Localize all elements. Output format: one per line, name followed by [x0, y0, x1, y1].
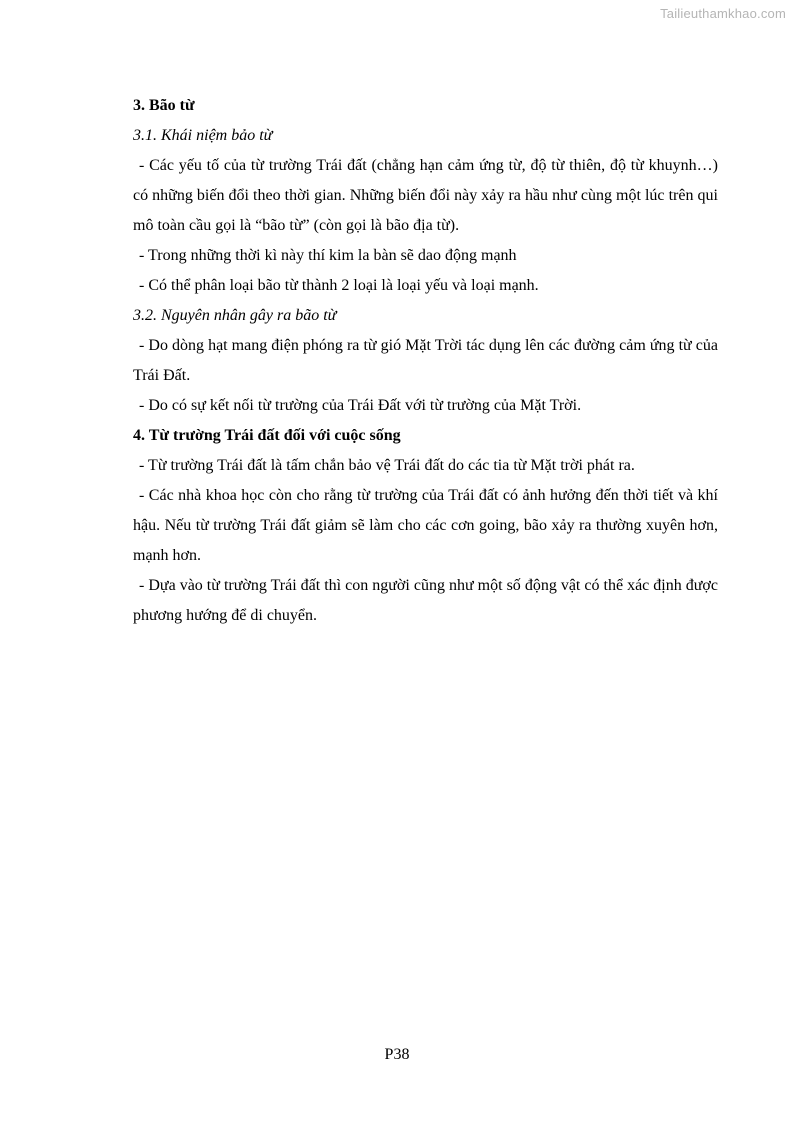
section-heading-tu-truong: 4. Từ trường Trái đất đối với cuộc sống	[133, 427, 401, 444]
paragraph: - Trong những thời kì này thí kim la bàn sẽ dao động mạnh	[139, 247, 517, 264]
paragraph: - Các nhà khoa học còn cho rằng từ trường của Trái đất có ảnh hưởng đến thời tiết và khí hậu. Nếu từ trường Trái đất giảm sẽ làm cho các cơn going, bão xảy ra thường xuyên hơn, mạnh hơn.	[133, 487, 718, 564]
subsection-title-khai-niem: 3.1. Khái niệm bảo từ	[133, 127, 273, 144]
subsection-title-nguyen-nhan: 3.2. Nguyên nhân gây ra bão từ	[133, 307, 337, 324]
watermark: Tailieuthamkhao.com	[660, 6, 786, 21]
section-heading-bao-tu: 3. Bão từ	[133, 97, 195, 114]
paragraph: - Các yếu tố của từ trường Trái đất (chẳng hạn cảm ứng từ, độ từ thiên, độ từ khuynh…) có những biến đổi theo thời gian. Những biến đổi này xảy ra hầu như cùng một lúc trên qui mô toàn cầu gọi là “bão từ” (còn gọi là bão địa từ).	[133, 157, 718, 234]
paragraph: - Có thể phân loại bão từ thành 2 loại là loại yếu và loại mạnh.	[139, 277, 539, 294]
page-number: P38	[384, 1046, 410, 1063]
document-body	[133, 91, 718, 631]
paragraph: - Do có sự kết nối từ trường của Trái Đất với từ trường của Mặt Trời.	[139, 397, 582, 414]
paragraph: - Do dòng hạt mang điện phóng ra từ gió Mặt Trời tác dụng lên các đường cảm ứng từ của Trái Đất.	[133, 337, 718, 384]
paragraph: - Dựa vào từ trường Trái đất thì con người cũng như một số động vật có thể xác định được phương hướng để di chuyển.	[133, 577, 718, 624]
paragraph: - Từ trường Trái đất là tấm chắn bảo vệ Trái đất do các tia từ Mặt trời phát ra.	[139, 457, 635, 474]
